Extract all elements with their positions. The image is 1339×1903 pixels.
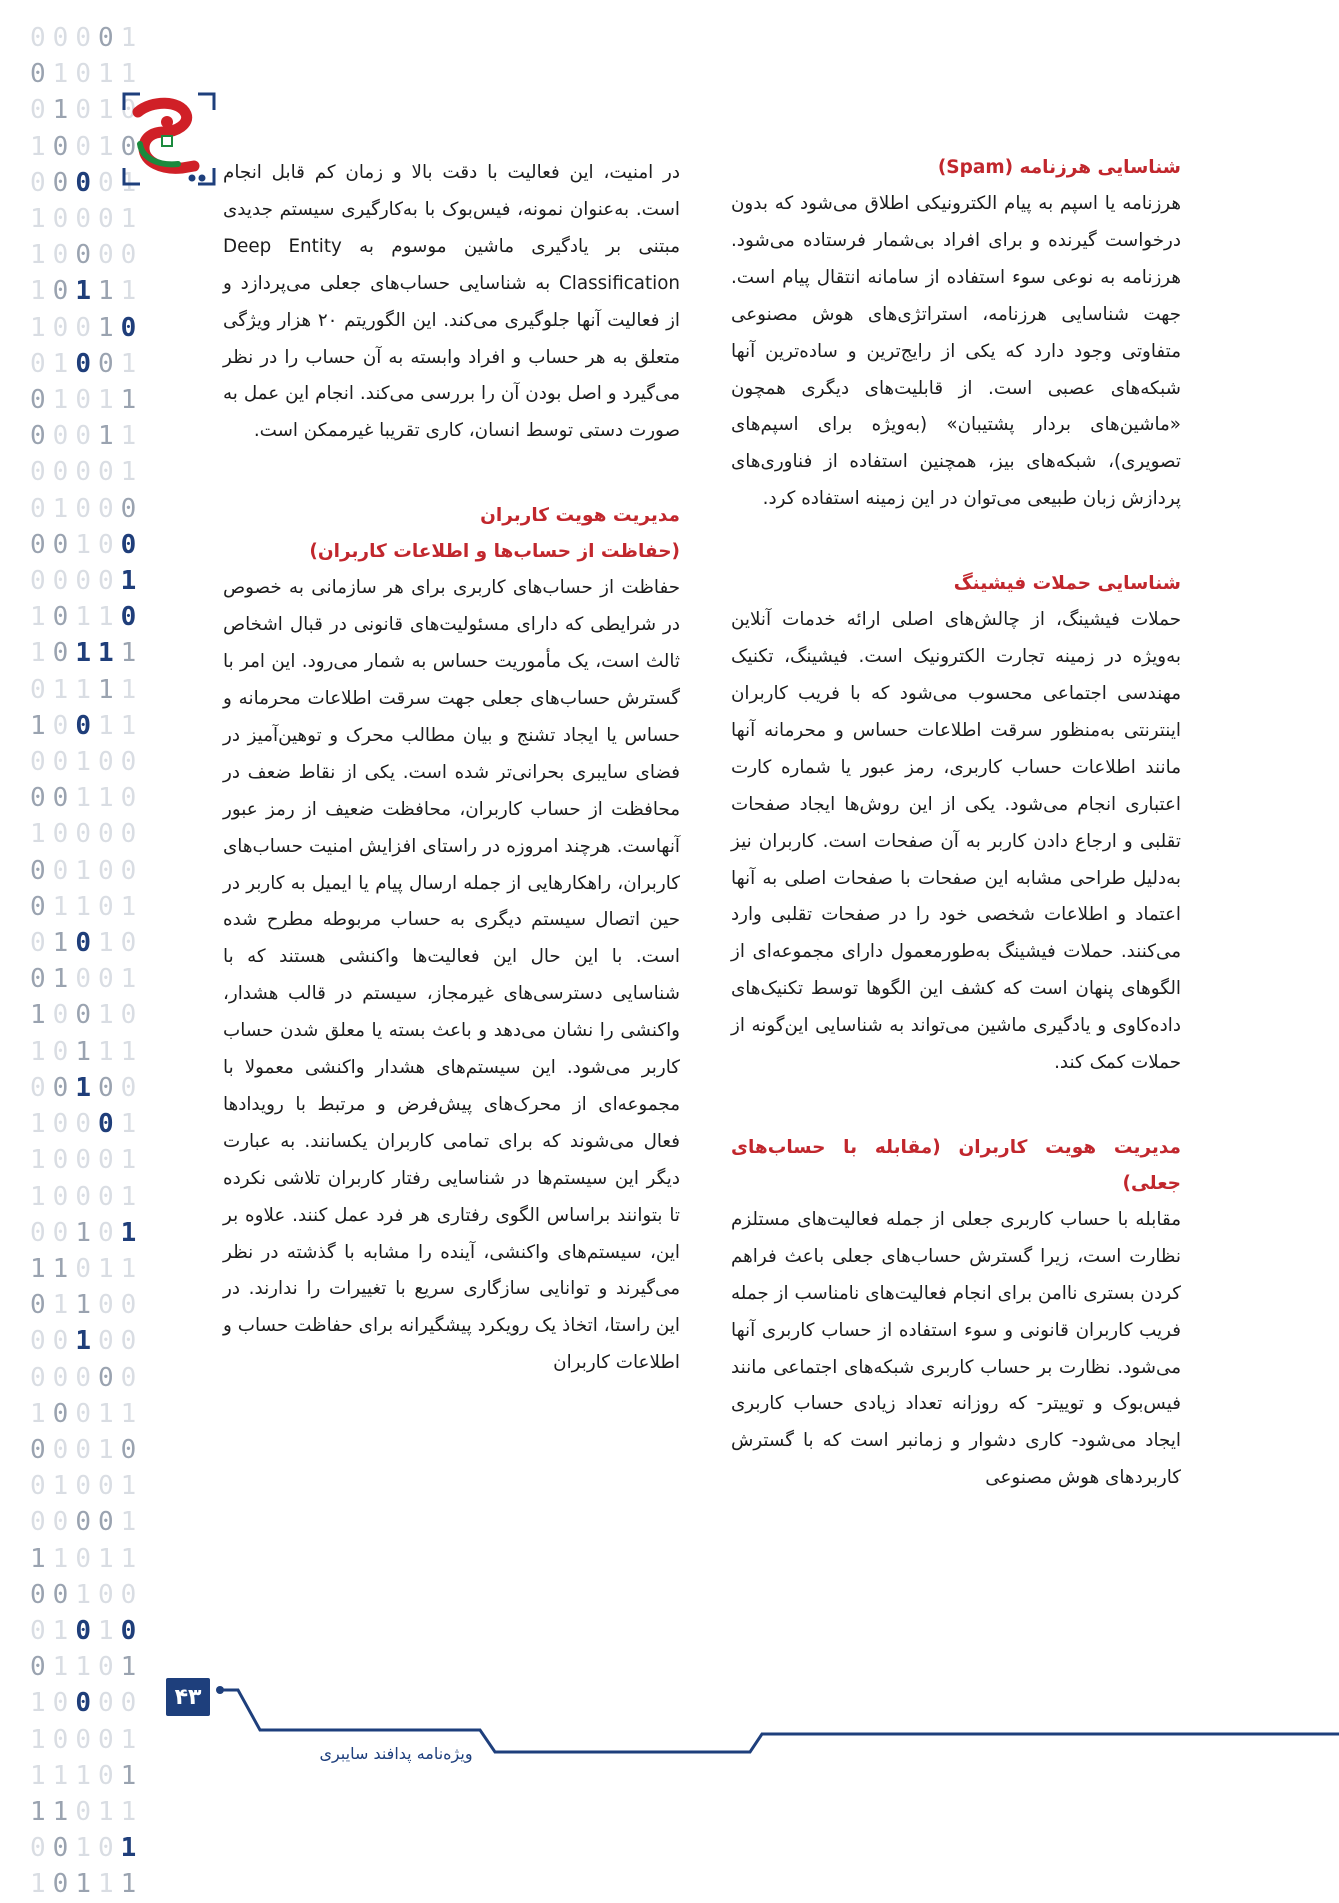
spam-heading: شناسایی هرزنامه (Spam) [937,157,1181,178]
phishing-paragraph: حملات فیشینگ، از چالش‌های اصلی ارائه خدمات آنلاین به‌ویژه در زمینه تجارت الکترونیک است. فیشینگ، تکنیک مهندسی اجتماعی محسوب می‌شود که با فریب کاربران اینترنتی به‌منظور سرقت اطلاعات حساس و محرمانه آنها مانند اطلاعات حساب کاربری، رمز عبور یا شماره کارت اعتباری انجام می‌شود. یکی از این روش‌ها ایجاد صفحات تقلبی و ارجاع دادن کاربر به آن صفحات است. کاربران نیز به‌دلیل طراحی مشابه این صفحات با صفحات اصلی به آنها اعتماد و اطلاعات شخصی خود را در صفحات تقلبی وارد می‌کنند. حملات فیشینگ به‌طورمعمول دارای مجموعه‌ای از الگوهای پنهان است که کشف این الگوها توسط تکنیک‌های داده‌کاوی و یادگیری ماشین می‌تواند به شناسایی این‌گونه از حملات کمک کند. [731,609,1181,1074]
phishing-heading: شناسایی حملات فیشینگ [953,573,1181,595]
fake-accounts-paragraph: مقابله با حساب کاربری جعلی از جمله فعالیت‌های مستلزم نظارت است، زیرا گسترش حساب‌های جعلی باعث فراهم کردن بستری ناامن برای انجام فعالیت‌های نامناسب از جمله فریب کاربران قانونی و سوء استفاده از حساب کاربری آنها می‌شود. نظارت بر حساب کاربری شبکه‌های اجتماعی مانند فیس‌بوک و توییتر- که روزانه تعداد زیادی حساب کاربری ایجاد می‌شود- کاری دشوار و زمانبر است که با گسترش کاربردهای هوش مصنوعی [731,1208,1181,1489]
fake-accounts-heading: مدیریت هویت کاربران (مقابله با حساب‌های جعلی) [731,1136,1181,1194]
right-text-column [731,150,1181,1497]
identity-heading: مدیریت هویت کاربران [480,505,680,527]
page-number: ۴۳ [166,1678,210,1716]
identity-subheading: (حفاظت از حساب‌ها و اطلاعات کاربران) [309,541,680,563]
left-text-column [223,155,680,1382]
identity-paragraph: حفاظت از حساب‌های کاربری برای هر سازمانی به خصوص در شرایطی که دارای مسئولیت‌های قانونی در قبال اشخاص ثالث است، یک مأموریت حساس به شمار می‌رود. این امر با گسترش حساب‌های جعلی جهت سرقت اطلاعات محرمانه و حساس یا ایجاد تشنج و بیان مطالب محرک و توهین‌آمیز در فضای سایبری بحرانی‌تر شده است. یکی از نقاط ضعف در محافظت از حساب کاربران، محافظت ضعیف از رمز عبور آنهاست. هرچند امروزه در راستای افزایش امنیت حساب‌های کاربران، راهکارهایی از جمله ارسال پیام یا ایمیل به کاربر در حین اتصال سیستم دیگری به حساب مربوطه مطرح شده است. با این حال این فعالیت‌ها واکنشی هستند که با شناسایی دسترسی‌های غیرمجاز، سیستم در قالب هشدار، واکنشی را نشان می‌دهد و باعث بسته یا معلق شدن حساب کاربر می‌شود. این سیستم‌های هشدار واکنشی معمولا با مجموعه‌ای از محرک‌های پیش‌فرض و مرتبط با رویدادها فعال می‌شوند که برای تمامی کاربران یکسانند. به عبارت دیگر این سیستم‌ها در شناسایی رفتار کاربران تلاشی نکرده تا بتوانند براساس الگوی رفتاری هر فرد عمل کنند. علاوه بر این، سیستم‌های واکنشی، آینده را مشابه با گذشته در نظر می‌گیرند و توانایی سازگاری سریع با تغییرات را ندارند. در این راستا، اتخاذ یک رویکرد پیشگیرانه برای حفاظت حساب و اطلاعات کاربران [223,577,680,1374]
footer-title: ویژه‌نامه پدافند سایبری [319,1744,473,1763]
binary-pattern-decoration: 00001 01011 01010 10010 00001 10001 10000 10111 10010 01001 01011 00011 00001 01000 00100 00001 10110 10111 01111 10011 00100 00110 10000 00100 01101 01010 01001 10010 10111 00100 10001 10001 10001 00101 11011 01100 00100 00000 10011 00010 01001 00001 11011 00100 01010 01101 10000 10001 11101 11011 00101 10111 [30,23,144,1900]
magazine-logo-icon [122,92,216,186]
intro-paragraph: در امنیت، این فعالیت با دقت بالا و زمان کم قابل انجام است. به‌عنوان نمونه، فیس‌بوک با به‌کارگیری سیستم جدیدی مبتنی بر یادگیری ماشین موسوم به Deep Entity Classification به شناسایی حساب‌های جعلی می‌پردازد و از فعالیت آنها جلوگیری می‌کند. این الگوریتم ۲۰ هزار ویژگی متعلق به هر حساب و افراد وابسته به آن حساب را در نظر می‌گیرد و اصل بودن آن را بررسی می‌کند. انجام این عمل به صورت دستی توسط انسان، کاری تقریبا غیرممکن است. [223,162,680,442]
spam-paragraph: هرزنامه یا اسپم به پیام الکترونیکی اطلاق می‌شود که بدون درخواست گیرنده و برای افراد بی‌شمار فرستاده می‌شود. هرزنامه به نوعی سوء استفاده از سامانه انتقال پیام است. جهت شناسایی هرزنامه، استراتژی‌های هوش مصنوعی متفاوتی وجود دارد که یکی از رایج‌ترین و ساده‌ترین آنها شبکه‌های عصبی است. از قابلیت‌های دیگری همچون «ماشین‌های بردار پشتیبان» (به‌ویژه برای اسپم‌های تصویری)، شبکه‌های بیز، همچنین استفاده از فناوری‌های پردازش زبان طبیعی می‌توان در این زمینه استفاده کرد. [731,193,1181,510]
